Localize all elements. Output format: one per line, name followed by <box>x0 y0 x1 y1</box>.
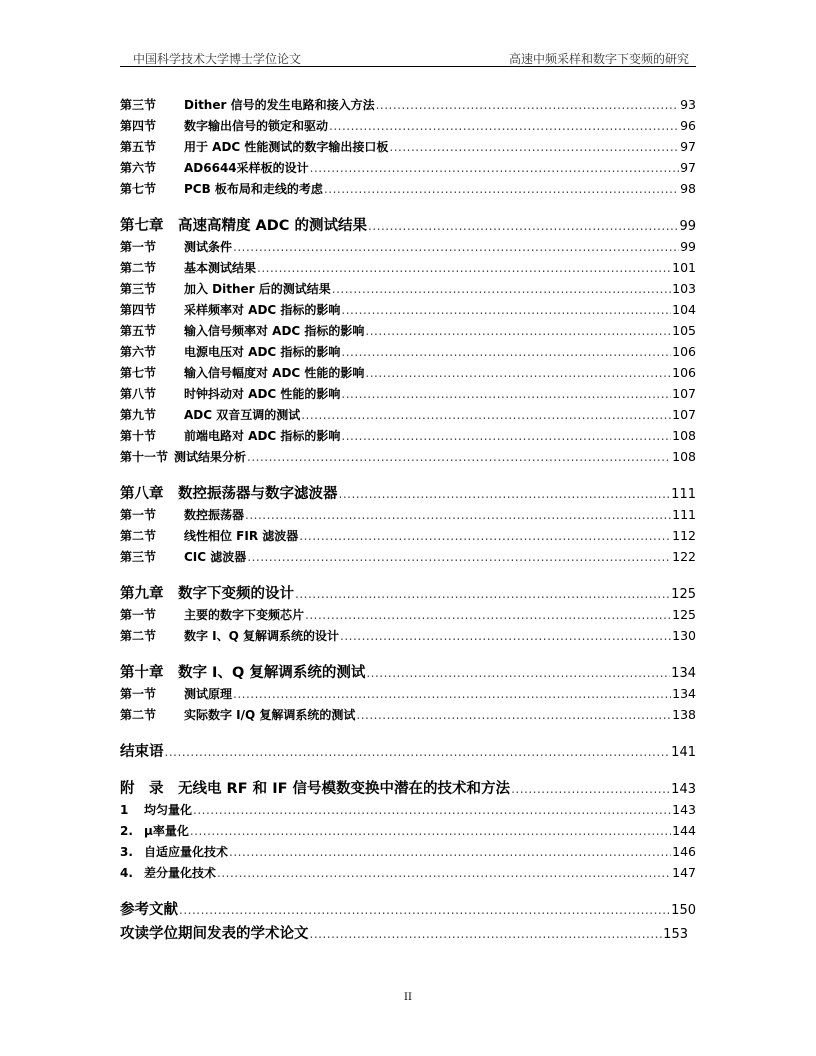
dot-leader <box>341 345 671 359</box>
toc-section-entry[interactable] <box>120 238 696 259</box>
toc-entry-title: 加入 Dither 后的测试结果 <box>184 282 331 296</box>
dot-leader <box>233 240 679 254</box>
toc-entry-page-number: 106 <box>672 344 696 359</box>
toc-entry-label: 第二节 <box>120 261 157 275</box>
toc-entry-page-number: 141 <box>671 745 696 760</box>
toc-entry-title: 数控振荡器与数字滤波器 <box>178 486 338 502</box>
toc-entry-label: 第五节 <box>120 140 157 154</box>
toc-entry-label: 第三节 <box>120 282 157 296</box>
toc-entry-label: 第七章 <box>120 218 164 234</box>
toc-entry-title: 测试原理 <box>184 687 233 701</box>
toc-entry-title: 数字输出信号的锁定和驱动 <box>184 119 329 133</box>
toc-entry-label: 第三节 <box>120 98 157 112</box>
toc-entry-title: 数字下变频的设计 <box>178 586 294 602</box>
toc-entry-title: 前端电路对 ADC 指标的影响 <box>184 429 341 443</box>
toc-section-entry[interactable] <box>120 96 696 117</box>
toc-section-entry[interactable] <box>120 548 696 569</box>
dot-leader <box>332 282 671 296</box>
toc-entry-title: AD6644采样板的设计 <box>184 161 309 175</box>
dot-leader <box>511 782 670 796</box>
toc-entry-title: ADC 双音互调的测试 <box>184 408 301 422</box>
toc-section-entry[interactable] <box>120 527 696 548</box>
toc-entry-page-number: 138 <box>672 707 696 722</box>
toc-section-entry[interactable] <box>120 159 696 180</box>
toc-entry-page-number: 108 <box>672 428 696 443</box>
toc-entry-page-number: 143 <box>671 782 696 797</box>
toc-entry-label: 第二节 <box>120 629 157 643</box>
toc-entry-page-number: 104 <box>672 302 696 317</box>
toc-entry-title: 数字 I、Q 复解调系统的测试 <box>178 665 366 681</box>
dot-leader <box>341 303 671 317</box>
toc-entry-label: 第七节 <box>120 182 157 196</box>
toc-entry-title: 电源电压对 ADC 指标的影响 <box>184 345 341 359</box>
toc-chapter-entry[interactable] <box>120 582 696 606</box>
toc-section-entry[interactable] <box>120 259 696 280</box>
toc-entry-page-number: 107 <box>672 386 696 401</box>
toc-entry-title: 攻读学位期间发表的学术论文 <box>120 926 309 942</box>
dot-leader <box>193 803 671 817</box>
toc-chapter-entry[interactable] <box>120 661 696 685</box>
toc-entry-page-number: 125 <box>671 587 696 602</box>
toc-entry-label: 第四节 <box>120 119 157 133</box>
running-header-right: 高速中频采样和数字下变频的研究 <box>508 52 689 66</box>
toc-entry-page-number: 150 <box>671 903 696 918</box>
toc-entry-page-number: 99 <box>679 219 696 234</box>
dot-leader <box>257 261 671 275</box>
toc-entry-label: 第六节 <box>120 161 157 175</box>
toc-section-entry[interactable] <box>120 685 696 706</box>
toc-entry-page-number: 99 <box>680 239 696 254</box>
toc-entry-label: 第四节 <box>120 303 157 317</box>
dot-leader <box>229 845 671 859</box>
toc-entry-page-number: 96 <box>680 118 696 133</box>
dot-leader <box>190 824 671 838</box>
toc-entry-page-number: 146 <box>672 844 696 859</box>
toc-entry-page-number: 97 <box>680 139 696 154</box>
toc-chapter-entry[interactable] <box>120 777 696 801</box>
toc-section-entry[interactable] <box>120 301 696 322</box>
dot-leader <box>217 866 671 880</box>
toc-entry-page-number: 111 <box>671 487 696 502</box>
toc-entry-page-number: 153 <box>663 927 688 942</box>
toc-entry-title: 基本测试结果 <box>184 261 257 275</box>
toc-entry-page-number: 143 <box>672 802 696 817</box>
toc-entry-page-number: 125 <box>672 607 696 622</box>
toc-entry-page-number: 134 <box>672 686 696 701</box>
toc-entry-label: 附 录 <box>120 781 164 797</box>
toc-section-entry[interactable] <box>120 864 696 885</box>
toc-section-entry[interactable] <box>120 280 696 301</box>
header-rule <box>120 66 696 67</box>
dot-leader <box>368 219 678 233</box>
toc-entry-title: CIC 滤波器 <box>184 550 247 564</box>
toc-chapter-entry[interactable] <box>120 898 696 922</box>
toc-entry-page-number: 103 <box>672 281 696 296</box>
toc-section-entry[interactable] <box>120 506 696 527</box>
toc-section-entry[interactable] <box>120 364 696 385</box>
toc-section-entry[interactable] <box>120 180 696 201</box>
toc-entry-label: 第九节 <box>120 408 157 422</box>
dot-leader <box>329 119 679 133</box>
toc-entry-title: 线性相位 FIR 滤波器 <box>184 529 299 543</box>
dot-leader <box>340 629 671 643</box>
toc-entry-title: 结束语 <box>120 744 164 760</box>
toc-entry-title: μ率量化 <box>144 824 189 838</box>
toc-entry-title: 实际数字 I/Q 复解调系统的测试 <box>184 708 356 722</box>
toc-entry-label: 第八章 <box>120 486 164 502</box>
dot-leader <box>301 408 671 422</box>
toc-entry-title: 数字 I、Q 复解调系统的设计 <box>184 629 340 643</box>
toc-entry-page-number: 101 <box>672 260 696 275</box>
toc-entry-title: 数控振荡器 <box>184 508 245 522</box>
toc-section-entry[interactable] <box>120 822 696 843</box>
toc-entry-label: 4. <box>120 866 133 880</box>
toc-chapter-entry[interactable] <box>120 214 696 238</box>
toc-entry-page-number: 97 <box>680 160 696 175</box>
toc-entry-title: 差分量化技术 <box>144 866 217 880</box>
toc-section-entry[interactable] <box>120 843 696 864</box>
toc-entry-label: 第一节 <box>120 608 157 622</box>
dot-leader <box>310 927 663 941</box>
toc-section-entry[interactable] <box>120 706 696 727</box>
toc-entry-title: 测试条件 <box>184 240 233 254</box>
toc-entry-label: 第一节 <box>120 687 157 701</box>
toc-entry-label: 第七节 <box>120 366 157 380</box>
dot-leader <box>305 608 671 622</box>
toc-entry-page-number: 134 <box>671 666 696 681</box>
toc-entry-title: 无线电 RF 和 IF 信号模数变换中潜在的技术和方法 <box>178 781 511 797</box>
running-header-left: 中国科学技术大学博士学位论文 <box>133 52 302 66</box>
toc-entry-page-number: 106 <box>672 365 696 380</box>
dot-leader <box>299 529 671 543</box>
table-of-contents <box>120 96 696 946</box>
toc-entry-label: 第九章 <box>120 586 164 602</box>
dot-leader <box>365 366 671 380</box>
dot-leader <box>339 487 671 501</box>
toc-entry-title: 时钟抖动对 ADC 性能的影响 <box>184 387 341 401</box>
toc-section-entry[interactable] <box>120 117 696 138</box>
dot-leader <box>247 550 671 564</box>
toc-entry-label: 第六节 <box>120 345 157 359</box>
dot-leader <box>356 708 671 722</box>
dot-leader <box>310 161 679 175</box>
toc-entry-page-number: 147 <box>672 865 696 880</box>
toc-entry-label: 第一节 <box>120 508 157 522</box>
toc-entry-page-number: 111 <box>672 507 696 522</box>
toc-entry-title: 输入信号幅度对 ADC 性能的影响 <box>184 366 365 380</box>
toc-entry-label: 第二节 <box>120 529 157 543</box>
toc-section-entry[interactable] <box>120 138 696 159</box>
dot-leader <box>389 140 679 154</box>
toc-section-entry[interactable] <box>120 448 696 469</box>
dot-leader <box>233 687 671 701</box>
toc-entry-page-number: 112 <box>672 528 696 543</box>
toc-section-entry[interactable] <box>120 406 696 427</box>
toc-chapter-entry[interactable] <box>120 482 696 506</box>
toc-entry-page-number: 144 <box>672 823 696 838</box>
toc-entry-title: Dither 信号的发生电路和接入方法 <box>184 98 375 112</box>
toc-entry-page-number: 122 <box>672 549 696 564</box>
toc-entry-title: 测试结果分析 <box>174 450 247 464</box>
toc-entry-label: 第一节 <box>120 240 157 254</box>
toc-entry-title: 自适应量化技术 <box>144 845 229 859</box>
dot-leader <box>165 745 671 759</box>
toc-entry-title: 主要的数字下变频芯片 <box>184 608 305 622</box>
toc-section-entry[interactable] <box>120 627 696 648</box>
toc-section-entry[interactable] <box>120 322 696 343</box>
toc-entry-page-number: 105 <box>672 323 696 338</box>
dot-leader <box>324 182 679 196</box>
toc-entry-label: 3. <box>120 845 133 859</box>
toc-entry-label: 第十节 <box>120 429 157 443</box>
toc-entry-label: 1 <box>120 803 129 817</box>
toc-entry-label: 第十一节 <box>120 450 169 464</box>
toc-section-entry[interactable] <box>120 801 696 822</box>
toc-section-entry[interactable] <box>120 385 696 406</box>
toc-entry-label: 第三节 <box>120 550 157 564</box>
dot-leader <box>341 387 671 401</box>
toc-entry-page-number: 108 <box>672 449 696 464</box>
toc-entry-label: 第八节 <box>120 387 157 401</box>
toc-section-entry[interactable] <box>120 427 696 448</box>
toc-entry-label: 第五节 <box>120 324 157 338</box>
toc-entry-label: 第二节 <box>120 708 157 722</box>
toc-entry-title: 输入信号频率对 ADC 指标的影响 <box>184 324 365 338</box>
toc-entry-page-number: 93 <box>680 97 696 112</box>
dot-leader <box>245 508 671 522</box>
toc-entry-label: 2. <box>120 824 133 838</box>
dot-leader <box>376 98 680 112</box>
toc-entry-page-number: 107 <box>672 407 696 422</box>
toc-entry-title: 均匀量化 <box>144 803 193 817</box>
dot-leader <box>179 903 670 917</box>
dot-leader <box>365 324 671 338</box>
toc-entry-label: 第十章 <box>120 665 164 681</box>
toc-entry-title: 用于 ADC 性能测试的数字输出接口板 <box>184 140 389 154</box>
dot-leader <box>247 450 671 464</box>
toc-entry-page-number: 130 <box>672 628 696 643</box>
toc-chapter-entry[interactable] <box>120 740 696 764</box>
toc-entry-title: 高速高精度 ADC 的测试结果 <box>178 218 367 234</box>
toc-entry-title: 参考文献 <box>120 902 178 918</box>
dot-leader <box>366 666 670 680</box>
toc-section-entry[interactable] <box>120 343 696 364</box>
toc-section-entry[interactable] <box>120 606 696 627</box>
toc-entry-title: PCB 板布局和走线的考虑 <box>184 182 323 196</box>
toc-entry-page-number: 98 <box>680 181 696 196</box>
page-number: II <box>404 992 412 1003</box>
dot-leader <box>341 429 671 443</box>
toc-entry-title: 采样频率对 ADC 指标的影响 <box>184 303 341 317</box>
dot-leader <box>295 587 670 601</box>
toc-chapter-entry[interactable] <box>120 922 688 946</box>
